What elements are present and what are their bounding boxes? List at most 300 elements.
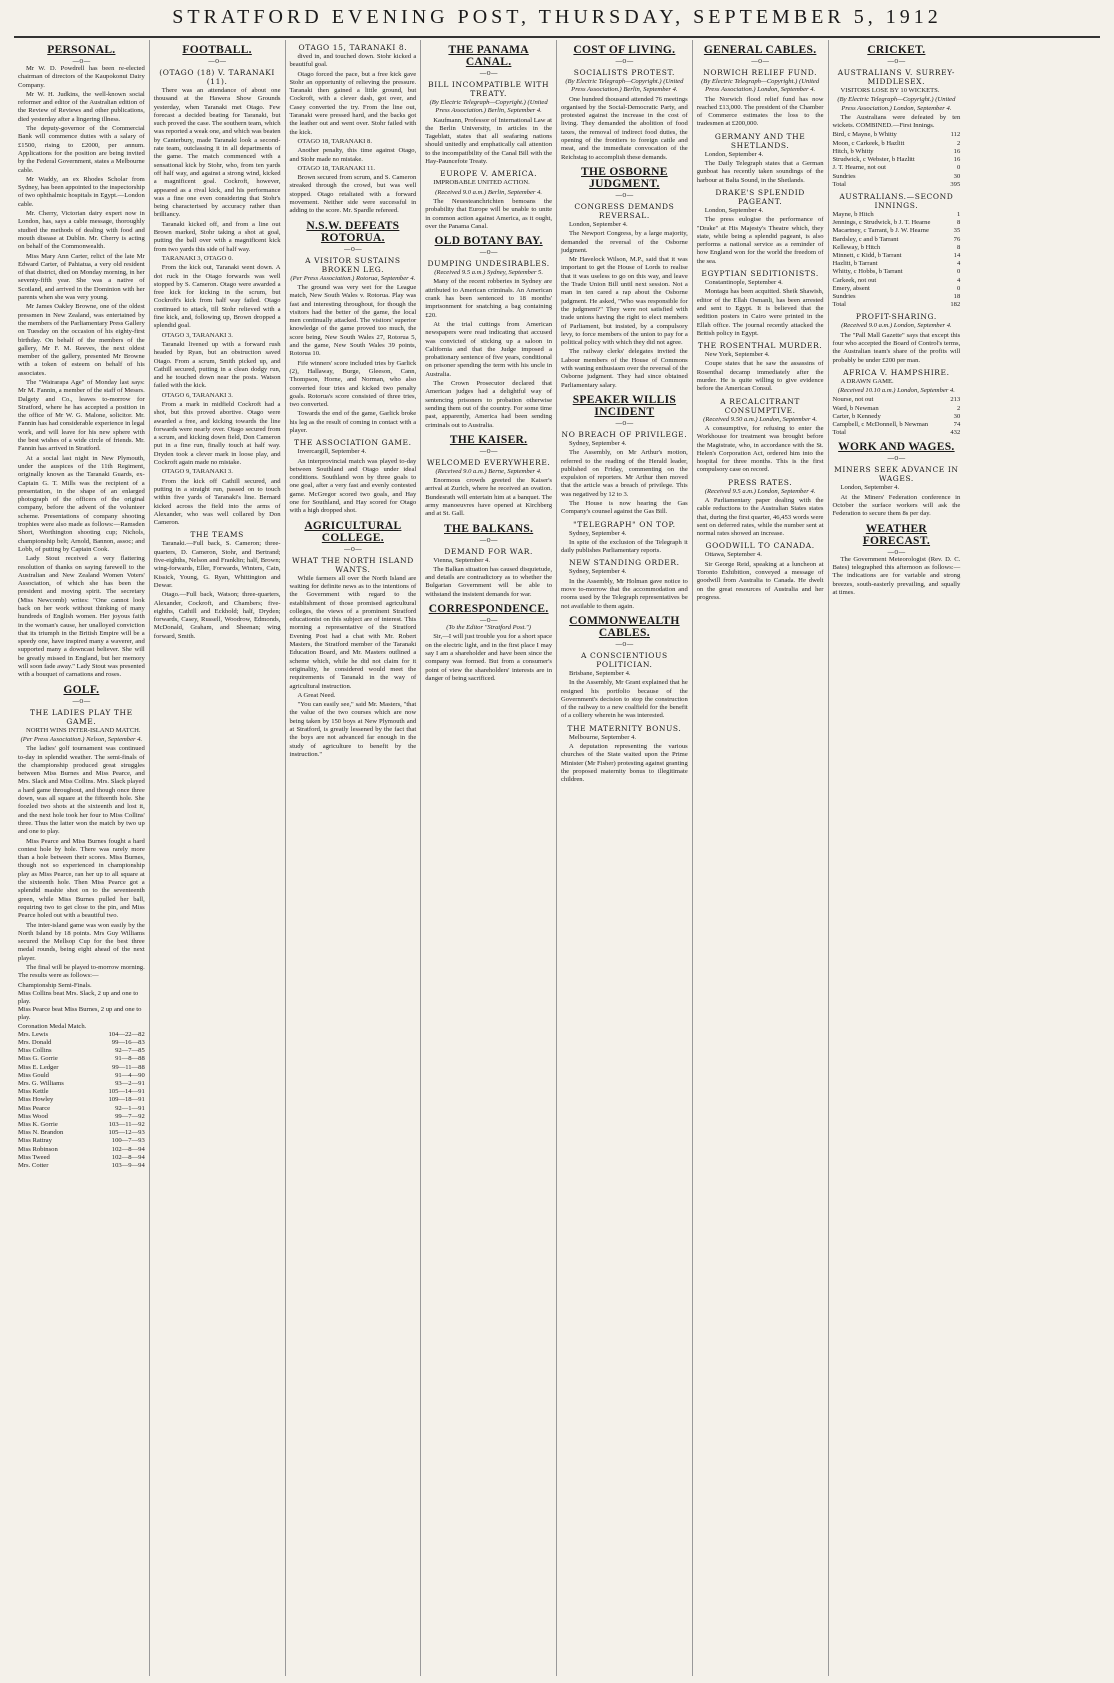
results-value: 92—1—91 [115,1104,145,1112]
results-row [833,293,961,301]
results-list [18,982,145,1171]
results-row [18,1080,145,1088]
results-value: 1 [956,210,961,218]
results-row [18,990,145,1006]
results-row [833,413,961,421]
results-value: 30 [953,412,961,420]
article-headline: THE BALKANS. [444,522,534,535]
article-paragraph: Coupe states that he saw the assassins of Rosenthal decamp immediately after the murder. He is quite willing to give evidence before the American Consul. [696,360,824,393]
article [561,44,688,162]
article [697,269,824,338]
divider: —o— [343,244,362,253]
divider: —o— [887,547,906,556]
article-paragraph: (Received 9.0 a.m.) Berlin, September 4. [435,188,543,196]
article-subhead: DUMPING UNDESIRABLES. [427,259,550,269]
results-name: Jennings, c Strudwick, b J. T. Hearne [832,219,931,227]
article-headline: GENERAL CABLES. [703,44,817,56]
results-name: Emery, absent [832,284,870,292]
article-paragraph: In the Assembly, Mr Holman gave notice to move to-morrow that the accommodation and rooms used by the Telegraph representatives be not available to them again. [561,577,688,610]
results-row [833,227,961,235]
article [425,603,552,683]
results-row [18,982,145,990]
article-paragraph: Taranaki kicked off, and from a line out Brown marked, Stohr taking a shot at goal, putting the ball over with a magnificent kick from two yards this side of half way. [153,220,281,253]
article-subhead: DRAKE'S SPLENDID PAGEANT. [715,187,805,206]
article-paragraph: New York, September 4. [704,351,770,359]
article-paragraph: The deputy-governor of the Commercial Bank will commence duties with a salary of £1500, rising to £2000, per annum. Applications for the position are being invited by the Federal Government, states a Melbourne cable. [18,125,145,174]
results-value: 4 [956,260,961,268]
results-value: 395 [950,180,961,188]
article-paragraph: The Norwich flood relief fund has now reached £13,000. The president of the Chamber of Commerce estimates the loss to the tradesmen at £200,000. [696,95,824,128]
results-value: 16 [953,156,961,164]
article-paragraph: The Newport Congress, by a large majority, demanded the reversal of the Osborne judgment. [561,230,688,254]
results-row [833,148,961,156]
article [697,132,824,185]
article [18,44,145,680]
results-value: 18 [953,292,961,300]
article-subhead: (OTAGO (18) V. TARANAKI (11). [159,68,275,86]
article-paragraph: (Received 9.0 a.m.) London, September 4. [841,322,952,330]
article [833,368,961,438]
article-paragraph: Montagu has been acquitted. Sheik Shawish, editor of the Ellah Osmanli, has been arrested and sent to Egypt. It is believed that the sedition posters in Cairo were printed in the Ellah office. The journal recently attacked the British policy in Egypt. [696,288,824,337]
results-value: 105—14—91 [108,1088,145,1096]
article [697,44,824,129]
article [290,43,417,216]
article-subhead: THE MATERNITY BONUS. [567,723,682,733]
article-paragraph: From the kick off Cathill secured, and putting in a straight run, passed on to touch within five yards of Taranaki's line. Bernard kicked across the field into the arms of Alexander, who was well collared by Don Cameron. [153,477,281,527]
results-list [833,131,961,188]
article [425,169,552,231]
article-paragraph: Sir,—I will just trouble you for a short space on the electric light, and in the first place I may say I am a shareholder and have been since the company was formed. But from a consumer's point of view the shareholders' interests are in danger of being sacrificed. [425,633,552,682]
results-row [18,1129,145,1137]
article-paragraph: The inter-island game was won easily by the North Island by 18 points. Mrs Guy Williams secured the Mellsop Cup for the best three medal rounds, being eight ahead of the next player. [18,921,145,962]
article [425,235,552,430]
divider: —o— [72,57,91,65]
article-paragraph: At the trial cuttings from American newspapers were read indicating that accused was convicted of sticking up a saloon in California and that the Judge imposed a probationary sentence of five years, conditional on prisoner spending the term with his uncle in Australia. [425,320,552,378]
masthead-rule [14,36,1100,38]
article-paragraph: Mr W. D. Powdrell has been re-elected chairman of directors of the Kaupokonui Dairy Company. [18,65,145,89]
results-value: 91—8—88 [115,1055,145,1063]
masthead: STRATFORD EVENING POST, THURSDAY, SEPTEMBER 5, 1912 [172,6,942,28]
article [425,523,552,599]
article-paragraph: OTAGO 9, TARANAKI 3. [161,468,233,476]
results-name: Campbell, c McDonnell, b Newman [832,421,929,429]
article-paragraph: "You can easily see," said Mr. Masters, "that the value of the two courses which are now being taken by 150 boys at New Plymouth and at Stratford, is greatly lessened by the fact that the boys are not advanced far enough in the study of agriculture to benefit by the instruction." [289,701,417,758]
results-value: 35 [953,227,961,235]
results-name: Miss K. Gorrie [18,1121,58,1129]
article [697,541,824,602]
article [290,220,417,436]
article-subhead: A VISITOR SUSTAINS BROKEN LEG. [305,255,401,274]
article-paragraph: Mr Waddy, an ex Rhodes Scholar from Sydney, has been appointed to the inspectorship of two ophthalmic hospitals in Egypt.—London cable. [18,175,145,208]
article-subhead: NEW STANDING ORDER. [569,558,680,568]
article-paragraph: OTAGO 6, TARANAKI 3. [161,391,233,399]
divider: —o— [887,57,906,65]
article-paragraph: Many of the recent robberies in Sydney are attributed to American criminals. An American crank has been sentenced to 18 months' imprisonment for snatching a bag containing £20. [425,278,552,319]
results-name: Hazlitt, b Tarrant [832,260,878,268]
article-subhead: BILL INCOMPATIBLE WITH TREATY. [428,80,550,98]
article-paragraph: Fife winners' score included tries by Garlick (2), Hallaway, Burge, Gleeson, Cann, Thompson, Horne, and Norman, who also converted four tries and kicked two penalty goals. Rotorua's score consisted of three tries, two converted. [289,359,417,409]
article-subhead: GOODWILL TO CANADA. [705,541,815,551]
results-value: 103—9—94 [111,1162,145,1170]
divider: —o— [615,57,634,65]
column-5 [557,40,693,1676]
article-headline: COST OF LIVING. [573,44,676,56]
results-value: 92—7—85 [115,1047,145,1055]
results-row [833,405,961,413]
results-row [833,156,961,164]
article-subhead: THE LADIES PLAY THE GAME. [30,707,133,726]
article [833,44,961,189]
results-value: 103—11—92 [108,1121,145,1129]
results-value: 2 [956,139,961,147]
article-headline: SPEAKER WILLIS INCIDENT [572,393,677,418]
results-name: Carkeek, not out [832,276,877,284]
article [833,192,961,309]
article [425,44,552,166]
results-name: Miss Rattray [18,1137,52,1145]
article-paragraph: Brown secured from scrum, and S. Cameron streaked through the crowd, but was well stopped. Otago retaliated with a forward movement. Neither side were successful in adding to the score. Mr. Spardle refereed. [289,174,417,215]
results-row [18,1154,145,1162]
article-subhead: THE ASSOCIATION GAME. [294,438,412,448]
article-subhead: NO BREACH OF PRIVILEGE. [561,429,688,439]
article-headline: GOLF. [63,683,100,696]
results-value: 182 [950,301,961,309]
results-row [833,219,961,227]
results-name: Miss Collins beat Mrs. Slack, 2 up and one to play. [18,989,139,1005]
article-paragraph: (By Electric Telegraph—Copyright.) (United Press Association.) London, September 4. [701,78,820,94]
results-row [18,1064,145,1072]
divider: —o— [751,57,770,65]
article-paragraph: In the Assembly, Mr Grant explained that he resigned his portfolio because of the Government's decision to stop the construction of the railway to a new coalfield for the benefit of a colliery wherein he was interested. [561,679,688,720]
article [154,530,281,641]
divider: —o— [479,535,498,544]
article-paragraph: A deputation representing the various churches of the State waited upon the Prime Minister (Mr Fisher) protesting against granting the proposed maternity bonus to illegitimate children. [561,743,688,784]
article-paragraph: The Government Meteorologist (Rev. D. C. Bates) telegraphed this afternoon as follows:—The indications are for variable and strong breezes, south-easterly prevailing, and squally at times. [832,555,961,596]
article-paragraph: Brisbane, September 4. [569,669,631,677]
article-paragraph: (Per Press Association.) Nelson, September 4. [20,735,143,743]
results-row [18,1031,145,1039]
results-row [18,1121,145,1129]
article-paragraph: An interprovincial match was played to-day between Southland and Otago under ideal conditions. Southland won by three goals to one goal, after a very fast and evenly contested game. McGregor scored two goals, and Hay one for Southland, and Hay scored for Otago with a high dropped shot. [289,457,417,515]
article-subhead: GERMANY AND THE SHETLANDS. [714,131,806,150]
article-paragraph: Mr. Cherry, Victorian dairy expert now in London, has, says a cable message, thoroughly studied the methods of dealing with food and mouth disease at Dublin. Mr. Cherry is acting on behalf of the Commonwealth. [18,210,145,251]
article-subhead: PRESS RATES. [727,477,793,487]
results-list [833,396,961,437]
results-name: Minnett, c Kidd, b Tarrant [832,251,902,259]
results-value: 109—18—91 [108,1096,145,1104]
results-name: Strudwick, c Webster, b Hazlitt [832,156,915,164]
article-subhead: CONGRESS DEMANDS REVERSAL. [574,201,675,220]
results-name: Kelleway, b Hitch [832,243,881,251]
article-paragraph: The final will be played to-morrow morning. The results were as follows:— [18,963,145,980]
article [561,558,688,610]
article-paragraph: London, September 4. [840,484,900,492]
divider: —o— [615,190,634,199]
article-headline: THE KAISER. [449,433,528,446]
results-name: Whitty, c Hobbs, b Tarrant [832,268,903,276]
article-subhead: AUSTRALIANS V. SURREY-MIDDLESEX. [837,68,956,86]
article-paragraph: (Received 9.5 a.m.) London, September 4. [704,487,816,495]
divider: —o— [479,69,498,77]
article-headline: FOOTBALL. [182,44,252,56]
article-paragraph: In spite of the exclusion of the Telegraph it daily publishes Parliamentary reports. [561,538,688,555]
article-headline: N.S.W. DEFEATS ROTORUA. [306,219,400,244]
article [561,724,688,785]
results-value: 105—12—93 [108,1129,145,1137]
article-paragraph: The press eulogise the performance of "Drake" at His Majesty's Theatre which, they state, while being a splendid pageant, is also performs a national service as a reminder of how England won for the world the freedom of the sea. [696,216,824,265]
results-value: 213 [950,396,961,404]
article-headline: CRICKET. [867,44,926,56]
article [290,438,417,515]
results-name: Miss Gould [18,1071,49,1079]
results-name: Total [832,301,846,309]
results-row [833,173,961,181]
divider: —o— [615,418,634,427]
article-paragraph: NORTH WINS INTER-ISLAND MATCH. [26,726,141,734]
results-row [833,277,961,285]
article-paragraph: Vienna, September 4. [433,556,490,564]
results-row [833,140,961,148]
results-name: Hitch, b Whitty [832,147,874,155]
article [561,520,688,556]
article-paragraph: While farmers all over the North Island are waiting for definite news as to the intentions of the Government with regard to the establishment of those promised agricultural colleges, the views of a prominent Stratford educationist on this subject are of interest. This morning a representative of the Stratford Evening Post had a chat with Mr. Robert Masters, the Stratford member of the Taranaki Education Board, and Mr. Masters outlined a scheme which, while he did not claim for it originality, he considered would meet the requirements of Taranaki in the way of agricultural instruction. [289,574,417,690]
results-row [18,1113,145,1121]
column-1 [14,40,150,1676]
article-paragraph: There was an attendance of about one thousand at the Hawera Show Grounds yesterday, when Taranaki met Otago. Few forecast a decided beating for Taranaki, but such proved the case. The southern team, which was reported a weak one, and which was beaten by Canterbury, made Taranaki look a second-rate team, outclassing it in all departments of the game. The match commenced with a sensational kick by Stohr, who, from ten yards off half way, and against a strong wind, kicked a magnificent goal. Cockroft, however, appeared as a rival kick, and his performance was a fine one even considering that Stohr's being characterised by accuracy rather than brilliancy. [153,87,281,219]
results-name: Sundries [832,172,856,180]
article-paragraph: Enormous crowds greeted the Kaiser's arrival at Zurich, where he received an ovation. Bundesrath will entertain him at a banquet. The army manoeuvres have opened at Kirchberg and at St. Gall. [425,477,552,518]
article-headline: WORK AND WAGES. [838,441,955,454]
results-value: 93—2—91 [115,1080,145,1088]
article-headline: COMMONWEALTH CABLES. [569,614,680,639]
results-name: Carter, b Kennedy [832,412,881,420]
article-paragraph: (Received 9.5 a.m.) Sydney, September 5. [434,269,543,277]
article [697,397,824,475]
article-subhead: EUROPE V. AMERICA. [440,169,538,179]
results-row [833,429,961,437]
article-paragraph: The Daily Telegraph states that a German gunboat has recently taken soundings of the harbour at Balta Sound, in the Shetlands. [696,160,824,184]
article-paragraph: dived in, and touched down. Stohr kicked a beautiful goal. [289,53,417,69]
results-row [18,1088,145,1096]
results-row [18,1137,145,1145]
article-paragraph: Otago.—Full back, Watson; three-quarters, Alexander, Cockroft, and Chambers; five-eighths, Cathill and Eckhold; half, Dryden; forwards, Casey, Russell, Woodrow, Edmonds, McDonald, Graham, and Sheenan; wing forward, Smith. [153,591,281,640]
article-headline: AGRICULTURAL COLLEGE. [304,519,402,544]
results-value: 8 [956,219,961,227]
results-value: 112 [950,131,961,139]
article-paragraph: Invercargill, September 4. [297,448,367,456]
article [561,394,688,517]
article-paragraph: At the Miners' Federation conference in October the surface workers will ask the Federation to secure them 8s per day. [832,493,961,518]
results-row [18,1072,145,1080]
article [425,434,552,519]
article-paragraph: Kaufmann, Professor of International Law at the Berlin University, in articles in the Tageblatt, states that all seafaring nations should unitedly and emphatically call attention to the incompatibility of the Canal Bill with the Hay-Pauncefote Treaty. [425,116,552,166]
article-paragraph: The Australians were defeated by ten wickets. COMBINED.—First Innings. [832,113,961,130]
article [697,341,824,393]
results-row [833,396,961,404]
column-3 [286,40,422,1676]
article-paragraph: Towards the end of the game, Garlick broke his leg as the result of coming in contact with a player. [289,410,417,434]
article-paragraph: The Neuesteanchrichten bemoans the probability that Europe will be unable to unite in common action against America, as it ought, over the Panama Canal. [425,197,552,230]
article [833,312,961,364]
column-6 [693,40,829,1676]
results-row [833,268,961,276]
article-paragraph: Ottawa, September 4. [704,551,762,559]
results-name: Nourse, not out [832,396,874,404]
article-paragraph: London, September 4. [569,220,628,228]
article-subhead: DEMAND FOR WAR. [444,546,533,556]
divider: —o— [887,454,906,463]
results-name: Mrs. Donald [18,1039,52,1046]
article-paragraph: Taranaki.—Full back, S. Cameron; three-quarters, D. Cameron, Stohr, and Bertrand; five-eighths, Nelson and Franklin; half, Brown; wing-forwards, Eller, Forwards, Winters, Cain, Kissick, Young, G. Ryan, Whittington and Dewar. [153,540,281,589]
results-name: Championship Semi-Finals. [18,981,92,989]
results-name: Miss Robinson [18,1145,58,1153]
article-subhead: "TELEGRAPH" ON TOP. [573,519,676,529]
article-headline: PERSONAL. [47,44,116,56]
results-row [833,211,961,219]
article-paragraph: (Per Press Association.) Rotorua, September 4. [290,274,416,282]
article-paragraph: London, September 4. [704,150,764,158]
results-name: Total [832,429,846,437]
article-paragraph: London, September 4. [704,206,764,214]
article-paragraph: From a mark in midfield Cockroft had a shot, but this proved abortive. Otago were awarded a free, and kicking towards the line forwards were nearly over. Otago secured from a scrum, and kicking down field, Don Cameron put in a fine run, finally touch at half way. Dryden took a clever mark in loose play, and Cockroft again made no mistake. [153,400,281,467]
results-row [18,1047,145,1055]
article-paragraph: At a social last night in New Plymouth, under the auspices of the 11th Regiment, originally known as the Taranaki Guards, ex-Captain G. T. Mills was the recipient of a presentation, in the shape of an enlarged photograph of the officers of the original company, before the advent of the volunteer scheme. Presentations of company shooting trophies were also made as follows:—Ramsden Short, Worthington shooting cup; Nichols, championship belt; Arnold, Bannon, assoc; and Lobb, of putting by Captain Cook. [18,454,145,553]
results-row [833,285,961,293]
article-subhead: NORWICH RELIEF FUND. [703,68,818,77]
results-row [833,244,961,252]
results-value: 100—7—93 [111,1137,145,1145]
divider: —o— [479,446,498,455]
results-value: 0 [956,164,961,172]
results-row [833,181,961,189]
divider: —o— [343,544,362,553]
results-name: Mrs. G. Williams [18,1080,64,1088]
article-paragraph: (To the Editor "Stratford Post.") [446,624,531,632]
article-subhead: A CONSCIENTIOUS POLITICIAN. [581,650,668,669]
article-paragraph: (Received 9.0 a.m.) Berne, September 4. [435,467,542,475]
results-name: Miss G. Gorrie [18,1055,58,1063]
article-paragraph: (By Electric Telegraph—Copyright.) (United Press Association.) Berlin, September 4. [429,99,548,115]
article-paragraph: A DRAWN GAME. [840,377,894,385]
results-row [833,421,961,429]
results-value: 0 [956,284,961,292]
article-paragraph: Sydney, September 4. [569,529,627,537]
article-paragraph: The "Pall Mall Gazette" says that except this four who accepted the Board of Control's terms, the Australian team's share of the profits will probably be under £200 per man. [832,331,961,364]
article-paragraph: The railway clerks' delegates invited the Labour members of the House of Commons with waning enthusiasm over the reversal of the Osborne judgment. They had since obtained Parliamentary salary. [561,348,688,389]
results-value: 30 [953,172,961,180]
article-paragraph: Sir George Reid, speaking at a luncheon at Toronto Exhibition, conveyed a message of goodwill from Australia to Canada. He dwelt on the great resources of Australia and her progress. [696,560,824,601]
results-name: Sundries [832,292,856,300]
article-paragraph: From the kick out, Taranaki went down. A dot ruck in the Otago forwards was well stopped by S. Cameron. Otago were awarded a free kick for kicking in the scrum, but Cockroft's kick from half way failed. Otago continued to attack, till Stohr relieved with a fine kick, and, following up, Brown dropped a splendid goal. [153,264,281,330]
results-value: 0 [956,268,961,276]
newspaper-columns [14,40,1100,1676]
article-paragraph: A consumptive, for refusing to enter the Workhouse for treatment was brought before the Magistrate, who, in accordance with the St. Helen's Corporation Act, ordered him into the hospital for three months. This is the first compulsory case on record. [696,424,824,474]
article-paragraph: Mr James Oakley Browne, one of the oldest pressmen in New Zealand, was entertained by the members of the Parliamentary Press Gallery on Tuesday on the occasion of his eighty-first birthday. On behalf of the members of the gallery, Mr F. M. Reeves, the next oldest member of the gallery, presented Mr Browne with a token of esteem on behalf of his associates. [18,303,145,377]
results-value: 102—8—94 [111,1153,145,1161]
article-subhead: AFRICA V. HAMPSHIRE. [843,367,950,377]
article-subhead: A RECALCITRANT CONSUMPTIVE. [720,396,801,415]
article-paragraph: (By Electric Telegraph—Copyright.) (United Press Association.) Berlin, September 4. [565,78,684,94]
results-value: 4 [956,276,961,284]
article-headline: WEATHER FORECAST. [862,522,931,547]
results-name: Miss Pearce beat Miss Burnes, 2 up and one to play. [18,1006,142,1022]
article-paragraph: The "Wairarapa Age" of Monday last says: Mr M. Fannin, a member of the staff of Messrs. Dalgety and Co., leaves to-morrow for Stratford, where he has accepted a position in the office of Mr W. G. Malone, solicitor. Mr. Fannin has had considerable experience in legal work, and will leave for his new sphere with the best wishes of a wide circle of friends. Mr. Fannin has arrived in Stratford. [18,378,145,453]
results-name: Mrs. Cotter [18,1162,49,1170]
article-paragraph: The Assembly, on Mr Arthur's motion, referred to the reading of the Herald leader, published on Friday, commenting on the expulsion of reporters. Mr Arthur then moved that the article was a breach of privilege. This was negatived by 12 to 3. [561,449,688,498]
article [561,615,688,721]
divider: —o— [72,696,91,705]
results-row [833,260,961,268]
article-subhead: WELCOMED EVERYWHERE. [426,457,551,467]
article-paragraph: The Balkan situation has caused disquietude, and details are contradictory as to whether the Bulgarian Government will be able to withstand the insistent demands for war. [425,565,552,598]
results-name: Miss Pearce [18,1104,51,1112]
results-row [18,1096,145,1104]
results-value: 2 [956,404,961,412]
divider: —o— [479,616,498,625]
article-paragraph: (Received 10.10 a.m.) London, September 4. [837,387,955,395]
article-subhead: SOCIALISTS PROTEST. [573,68,675,77]
article-subhead: PROFIT-SHARING. [855,312,937,322]
results-name: J. T. Hearne, not out [832,164,886,172]
results-row [18,1006,145,1022]
results-name: Total [832,180,846,188]
results-row [18,1105,145,1113]
results-name: Ward, b Newman [832,404,879,412]
article-headline: THE PANAMA CANAL. [448,44,529,68]
results-value: 16 [953,147,961,155]
results-name: Miss Wood [18,1112,48,1120]
divider: —o— [479,248,498,257]
results-name: Miss Kettle [18,1088,49,1096]
article-paragraph: Sydney, September 4. [569,568,627,576]
column-4 [421,40,557,1676]
results-name: Miss Howley [18,1096,54,1104]
article-paragraph: TARANAKI 3, OTAGO 0. [161,254,234,262]
results-name: Mrs. Lewis [18,1030,49,1038]
article-paragraph: (By Electric Telegraph—Copyright.) (United Press Association.) London, September 4. [837,96,956,112]
results-value: 104—22—82 [108,1030,145,1038]
article-subhead: AUSTRALIANS.—SECOND INNINGS. [839,191,954,210]
results-name: Coronation Medal Match. [18,1022,87,1030]
article-paragraph: Another penalty, this time against Otago, and Stohr made no mistake. [289,147,417,163]
results-name: Moon, c Carkeek, b Hazlitt [832,139,905,147]
results-row [833,164,961,172]
results-name: Miss E. Ledger [18,1063,59,1071]
article [561,166,688,390]
article-paragraph: Miss Pearce and Miss Burnes fought a hard contest hole by hole. There was rarely more than a hole between their scores. Miss Burnes, though not so experienced in championship play as Miss Pearce, ran her up to all square at the sixteenth hole. Then Miss Pearce got a splendid mashie shot on to the seventeenth green, while Miss Burnes pulled her ball, requiring two to get close to the pin, and Miss Pearce holed out with a beautiful two. [18,837,145,920]
article-paragraph: Sydney, September 4. [569,439,627,447]
article [18,684,145,1171]
article-paragraph: Taranaki livened up with a forward rush headed by Ryan, but an obstruction saved Otago. From a scrum, Smith picked up, and Cathill secured, putting in a clean dodgy run, and he touched down near the posts. Watson failed with the kick. [153,340,281,390]
results-value: 99—11—88 [112,1063,145,1071]
article-subhead: OTAGO 15, TARANAKI 8. [298,43,408,52]
article-paragraph: The Crown Prosecutor declared that American judges had a delightful way of sentencing prisoners to probation otherwise sending them out of the country. For some time past, apparently, America had been sending criminals out to Australia. [425,380,552,429]
article [833,523,961,597]
article-paragraph: IMPROBABLE UNITED ACTION. [433,179,530,187]
results-value: 14 [953,251,961,259]
results-row [833,236,961,244]
results-name: Macartney, c Tarrant, b J. W. Hearne [832,227,929,235]
results-value: 432 [950,429,961,437]
article-paragraph: A Parliamentary paper dealing with the cable reductions to the Australian States states that, during the first quarter, 46,453 words were sent on deferred rates, while the number sent at normal rates showed an increase. [696,496,824,538]
results-name: Miss Collins [18,1047,52,1055]
article-paragraph: OTAGO 3, TARANAKI 3. [161,331,233,339]
results-row [833,301,961,309]
results-name: Mayne, b Hitch [832,210,874,218]
divider: —o— [615,639,634,648]
results-row [833,131,961,139]
results-name: Miss N. Brandon [18,1129,64,1137]
